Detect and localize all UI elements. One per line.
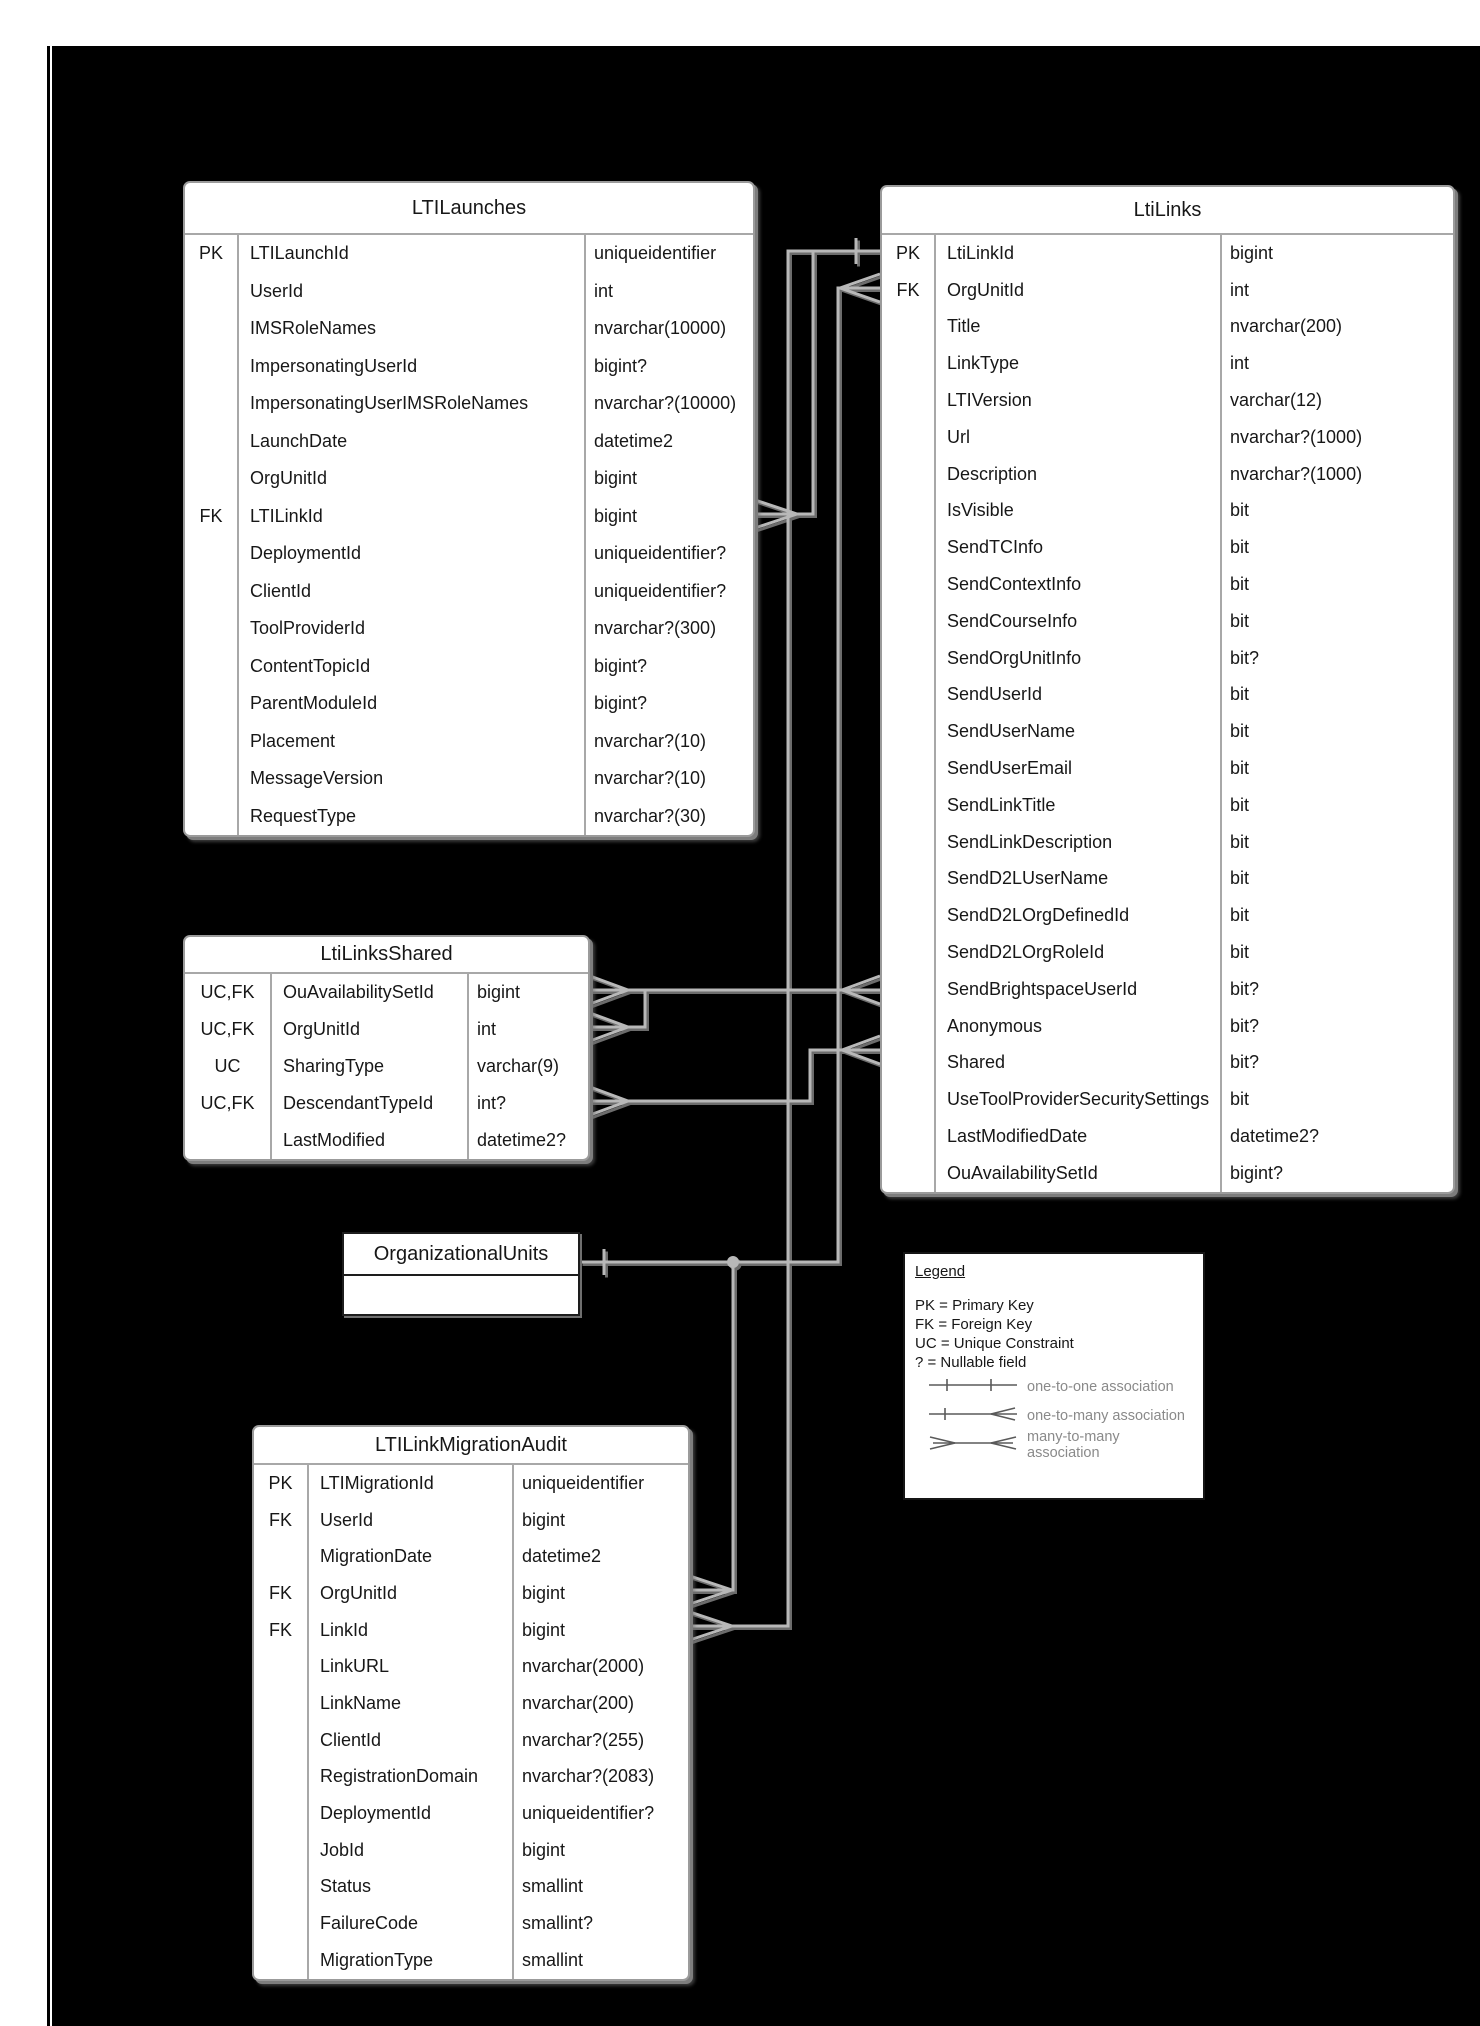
column-type: nvarchar(200): [512, 1685, 688, 1722]
table-row: [882, 971, 1453, 1008]
column-name: OrgUnitId: [237, 460, 584, 498]
column-name: OrgUnitId: [934, 272, 1220, 309]
key-annotation: [185, 460, 237, 498]
key-annotation: [882, 309, 934, 346]
table-row: [185, 535, 753, 573]
key-annotation: [882, 824, 934, 861]
column-type: datetime2: [584, 423, 753, 461]
key-annotation: UC,FK: [200, 1093, 255, 1113]
column-type: nvarchar?(10): [584, 760, 753, 798]
legend-abbreviation: PK = Primary Key: [915, 1297, 1034, 1314]
column-name: UseToolProviderSecuritySettings: [934, 1081, 1220, 1118]
key-annotation: [254, 1905, 307, 1942]
canvas-edge-line: [50, 46, 52, 2026]
table-row: [882, 1118, 1453, 1155]
key-annotation: FK: [268, 1582, 292, 1603]
column-name: DeploymentId: [307, 1795, 512, 1832]
column-type: smallint: [512, 1942, 688, 1979]
table-row: [254, 1648, 688, 1685]
key-annotation: UC,FK: [200, 982, 255, 1002]
entity-table-ltilinksshared: [183, 935, 590, 1161]
table-row: [185, 1048, 588, 1085]
table-row: [185, 1122, 588, 1159]
key-annotation: [882, 677, 934, 714]
key-annotation: [254, 1648, 307, 1685]
table-row: [254, 1575, 688, 1612]
entity-table-ltilinkmigrationaudit: [252, 1425, 690, 1981]
key-annotation: [882, 934, 934, 971]
column-name: LaunchDate: [237, 423, 584, 461]
column-name: Description: [934, 456, 1220, 493]
entity-table-ltilaunches: [183, 181, 755, 837]
table-row: [185, 798, 753, 836]
column-name: JobId: [307, 1832, 512, 1869]
entity-table-ltilinks: [880, 185, 1455, 1194]
table-title: LTILaunches: [185, 183, 753, 235]
table-row: [882, 419, 1453, 456]
one-to-many-symbol-icon: [915, 1407, 1027, 1425]
key-annotation: [882, 1081, 934, 1118]
column-type: bigint: [584, 498, 753, 536]
legend-abbreviation: ? = Nullable field: [915, 1354, 1027, 1371]
column-name: OrgUnitId: [307, 1575, 512, 1612]
column-type: bit: [1220, 493, 1453, 530]
table-row: [882, 1155, 1453, 1192]
column-type: int: [467, 1011, 588, 1048]
column-type: bit: [1220, 897, 1453, 934]
column-type: datetime2?: [1220, 1118, 1453, 1155]
column-type: int: [1220, 272, 1453, 309]
column-name: ParentModuleId: [237, 685, 584, 723]
table-row: [882, 787, 1453, 824]
column-name: SendD2LOrgDefinedId: [934, 897, 1220, 934]
table-body: [882, 235, 1453, 1192]
key-annotation: [882, 787, 934, 824]
table-row: [185, 760, 753, 798]
table-row: [882, 640, 1453, 677]
legend-title: Legend: [915, 1263, 966, 1280]
key-annotation: [882, 529, 934, 566]
column-name: UserId: [237, 273, 584, 311]
table-row: [185, 573, 753, 611]
legend-association-label: one-to-one association: [1027, 1378, 1174, 1395]
table-row: [882, 750, 1453, 787]
column-type: bit?: [1220, 971, 1453, 1008]
column-name: RequestType: [237, 798, 584, 836]
column-type: bigint: [512, 1575, 688, 1612]
column-type: bigint?: [584, 685, 753, 723]
table-row: [185, 348, 753, 386]
column-type: nvarchar?(2083): [512, 1759, 688, 1796]
column-type: uniqueidentifier: [584, 235, 753, 273]
table-body: [344, 1276, 578, 1314]
table-row: [882, 345, 1453, 382]
column-type: bigint: [512, 1502, 688, 1539]
legend-association-row: [915, 1430, 1193, 1459]
column-name: LastModified: [270, 1122, 467, 1159]
key-annotation: [185, 723, 237, 761]
column-type: bit: [1220, 566, 1453, 603]
key-annotation: [882, 382, 934, 419]
column-type: smallint?: [512, 1905, 688, 1942]
column-name: Shared: [934, 1045, 1220, 1082]
table-row: [882, 382, 1453, 419]
column-name: DescendantTypeId: [270, 1085, 467, 1122]
legend-abbreviation: UC = Unique Constraint: [915, 1335, 1074, 1352]
key-annotation: [882, 456, 934, 493]
column-type: uniqueidentifier?: [584, 535, 753, 573]
key-annotation: [185, 1122, 270, 1159]
key-annotation: [254, 1685, 307, 1722]
table-row: [185, 460, 753, 498]
key-annotation: [254, 1795, 307, 1832]
table-row: [185, 723, 753, 761]
column-name: SendLinkDescription: [934, 824, 1220, 861]
column-name: LTILaunchId: [237, 235, 584, 273]
column-name: LinkName: [307, 1685, 512, 1722]
column-type: nvarchar?(300): [584, 610, 753, 648]
column-type: bit: [1220, 934, 1453, 971]
column-type: nvarchar?(10): [584, 723, 753, 761]
column-type: bit: [1220, 529, 1453, 566]
table-title: LTILinkMigrationAudit: [254, 1427, 688, 1465]
column-name: SendUserEmail: [934, 750, 1220, 787]
table-row: [185, 310, 753, 348]
table-row: [185, 273, 753, 311]
key-annotation: [185, 348, 237, 386]
column-name: SendUserName: [934, 713, 1220, 750]
table-row: [882, 272, 1453, 309]
column-name: IMSRoleNames: [237, 310, 584, 348]
key-annotation: [882, 603, 934, 640]
column-name: Title: [934, 309, 1220, 346]
table-body: [185, 974, 588, 1159]
key-annotation: [882, 750, 934, 787]
column-type: datetime2?: [467, 1122, 588, 1159]
key-annotation: [254, 1832, 307, 1869]
key-annotation: [185, 798, 237, 836]
key-annotation: FK: [199, 505, 223, 526]
table-row: [185, 423, 753, 461]
column-type: uniqueidentifier: [512, 1465, 688, 1502]
column-name: OrgUnitId: [270, 1011, 467, 1048]
key-annotation: PK: [268, 1472, 293, 1493]
column-type: datetime2: [512, 1538, 688, 1575]
key-annotation: [185, 535, 237, 573]
column-type: int?: [467, 1085, 588, 1122]
key-annotation: UC,FK: [200, 1019, 255, 1039]
table-row: [185, 648, 753, 686]
key-annotation: [185, 385, 237, 423]
key-annotation: PK: [895, 242, 920, 263]
legend-association-label: one-to-many association: [1027, 1407, 1185, 1424]
table-row: [882, 897, 1453, 934]
column-name: LTIMigrationId: [307, 1465, 512, 1502]
column-type: varchar(12): [1220, 382, 1453, 419]
legend-abbreviation: FK = Foreign Key: [915, 1316, 1033, 1333]
key-annotation: [882, 345, 934, 382]
column-type: int: [1220, 345, 1453, 382]
key-annotation: [185, 423, 237, 461]
column-type: uniqueidentifier?: [584, 573, 753, 611]
key-annotation: [882, 640, 934, 677]
column-name: SendTCInfo: [934, 529, 1220, 566]
table-row: [185, 1085, 588, 1122]
column-name: ToolProviderId: [237, 610, 584, 648]
column-name: ImpersonatingUserIMSRoleNames: [237, 385, 584, 423]
column-name: LinkURL: [307, 1648, 512, 1685]
table-row: [254, 1869, 688, 1906]
column-name: FailureCode: [307, 1905, 512, 1942]
key-annotation: [185, 573, 237, 611]
key-annotation: [185, 273, 237, 311]
key-annotation: [185, 648, 237, 686]
column-type: bigint?: [584, 648, 753, 686]
table-row: [185, 610, 753, 648]
table-row: [882, 1045, 1453, 1082]
table-row: [254, 1502, 688, 1539]
column-type: bit: [1220, 603, 1453, 640]
key-annotation: [882, 1155, 934, 1192]
table-row: [882, 603, 1453, 640]
many-to-many-symbol-icon: [915, 1436, 1027, 1454]
key-annotation: FK: [268, 1619, 292, 1640]
column-name: LTIVersion: [934, 382, 1220, 419]
column-type: nvarchar(200): [1220, 309, 1453, 346]
table-body: [185, 235, 753, 835]
table-row: [882, 566, 1453, 603]
table-row: [882, 1008, 1453, 1045]
table-row: [185, 1011, 588, 1048]
column-name: SendD2LUserName: [934, 861, 1220, 898]
column-name: UserId: [307, 1502, 512, 1539]
column-type: nvarchar?(1000): [1220, 419, 1453, 456]
column-type: nvarchar(10000): [584, 310, 753, 348]
column-type: int: [584, 273, 753, 311]
column-name: ClientId: [307, 1722, 512, 1759]
column-type: bit: [1220, 750, 1453, 787]
legend-association-row: [915, 1401, 1193, 1430]
key-annotation: [882, 1118, 934, 1155]
column-type: bigint: [512, 1832, 688, 1869]
column-type: bigint?: [584, 348, 753, 386]
table-row: [882, 1081, 1453, 1118]
column-name: IsVisible: [934, 493, 1220, 530]
column-type: bit: [1220, 677, 1453, 714]
table-row: [254, 1832, 688, 1869]
table-row: [882, 529, 1453, 566]
column-type: bit: [1220, 824, 1453, 861]
legend-association-row: [915, 1372, 1193, 1401]
table-row: [882, 493, 1453, 530]
column-name: MessageVersion: [237, 760, 584, 798]
table-row: [254, 1465, 688, 1502]
table-title: LtiLinksShared: [185, 937, 588, 974]
column-name: LinkType: [934, 345, 1220, 382]
column-name: SendUserId: [934, 677, 1220, 714]
key-annotation: [254, 1759, 307, 1796]
column-name: MigrationDate: [307, 1538, 512, 1575]
table-title: OrganizationalUnits: [344, 1234, 578, 1276]
key-annotation: [882, 493, 934, 530]
entity-table-organizationalunits: [342, 1232, 580, 1316]
table-row: [254, 1905, 688, 1942]
one-to-one-symbol-icon: [915, 1378, 1027, 1396]
column-name: SendOrgUnitInfo: [934, 640, 1220, 677]
table-row: [185, 498, 753, 536]
table-row: [254, 1942, 688, 1979]
column-type: uniqueidentifier?: [512, 1795, 688, 1832]
column-name: ContentTopicId: [237, 648, 584, 686]
column-name: LTILinkId: [237, 498, 584, 536]
column-type: bigint?: [1220, 1155, 1453, 1192]
table-row: [254, 1795, 688, 1832]
table-row: [882, 934, 1453, 971]
column-name: LastModifiedDate: [934, 1118, 1220, 1155]
column-type: nvarchar?(10000): [584, 385, 753, 423]
table-row: [882, 824, 1453, 861]
column-type: smallint: [512, 1869, 688, 1906]
legend-associations: [915, 1372, 1193, 1459]
column-type: bit: [1220, 1081, 1453, 1118]
table-row: [882, 861, 1453, 898]
column-name: SendCourseInfo: [934, 603, 1220, 640]
table-title: LtiLinks: [882, 187, 1453, 235]
key-annotation: [882, 1008, 934, 1045]
column-type: nvarchar?(1000): [1220, 456, 1453, 493]
column-name: Anonymous: [934, 1008, 1220, 1045]
column-type: bit: [1220, 713, 1453, 750]
column-name: OuAvailabilitySetId: [270, 974, 467, 1011]
table-row: [254, 1538, 688, 1575]
column-name: Url: [934, 419, 1220, 456]
table-row: [185, 685, 753, 723]
table-row: [185, 385, 753, 423]
column-name: MigrationType: [307, 1942, 512, 1979]
table-row: [882, 677, 1453, 714]
column-type: varchar(9): [467, 1048, 588, 1085]
table-row: [254, 1685, 688, 1722]
table-row: [185, 974, 588, 1011]
column-name: LtiLinkId: [934, 235, 1220, 272]
table-row: [882, 235, 1453, 272]
column-name: ClientId: [237, 573, 584, 611]
column-type: bigint: [1220, 235, 1453, 272]
column-name: DeploymentId: [237, 535, 584, 573]
key-annotation: [254, 1722, 307, 1759]
column-type: nvarchar(2000): [512, 1648, 688, 1685]
column-name: SendLinkTitle: [934, 787, 1220, 824]
column-type: bit?: [1220, 640, 1453, 677]
key-annotation: UC: [214, 1056, 241, 1076]
column-name: RegistrationDomain: [307, 1759, 512, 1796]
legend-box: [903, 1252, 1205, 1500]
legend-abbreviations: [915, 1296, 1193, 1372]
table-row: [254, 1612, 688, 1649]
column-name: SendD2LOrgRoleId: [934, 934, 1220, 971]
table-row: [254, 1759, 688, 1796]
key-annotation: [882, 566, 934, 603]
key-annotation: [185, 760, 237, 798]
table-row: [882, 713, 1453, 750]
key-annotation: [254, 1869, 307, 1906]
column-type: bigint: [512, 1612, 688, 1649]
column-name: OuAvailabilitySetId: [934, 1155, 1220, 1192]
column-type: bigint: [467, 974, 588, 1011]
key-annotation: [254, 1538, 307, 1575]
column-name: SendBrightspaceUserId: [934, 971, 1220, 1008]
column-type: bit: [1220, 787, 1453, 824]
key-annotation: [882, 897, 934, 934]
column-name: Placement: [237, 723, 584, 761]
column-name: ImpersonatingUserId: [237, 348, 584, 386]
table-row: [185, 235, 753, 273]
key-annotation: [185, 310, 237, 348]
key-annotation: [882, 1045, 934, 1082]
key-annotation: [185, 685, 237, 723]
key-annotation: [882, 419, 934, 456]
key-annotation: [254, 1942, 307, 1979]
key-annotation: [185, 610, 237, 648]
column-type: nvarchar?(30): [584, 798, 753, 836]
column-name: Status: [307, 1869, 512, 1906]
table-row: [254, 1722, 688, 1759]
column-type: bigint: [584, 460, 753, 498]
column-name: SharingType: [270, 1048, 467, 1085]
key-annotation: FK: [896, 279, 920, 300]
legend-association-label: many-to-many association: [1027, 1428, 1120, 1461]
key-annotation: [882, 861, 934, 898]
column-type: nvarchar?(255): [512, 1722, 688, 1759]
table-row: [882, 456, 1453, 493]
column-name: LinkId: [307, 1612, 512, 1649]
key-annotation: [882, 971, 934, 1008]
table-row: [882, 309, 1453, 346]
key-annotation: FK: [268, 1509, 292, 1530]
column-type: bit?: [1220, 1008, 1453, 1045]
table-body: [254, 1465, 688, 1979]
key-annotation: PK: [198, 243, 223, 264]
column-type: bit?: [1220, 1045, 1453, 1082]
column-name: SendContextInfo: [934, 566, 1220, 603]
key-annotation: [882, 713, 934, 750]
column-type: bit: [1220, 861, 1453, 898]
